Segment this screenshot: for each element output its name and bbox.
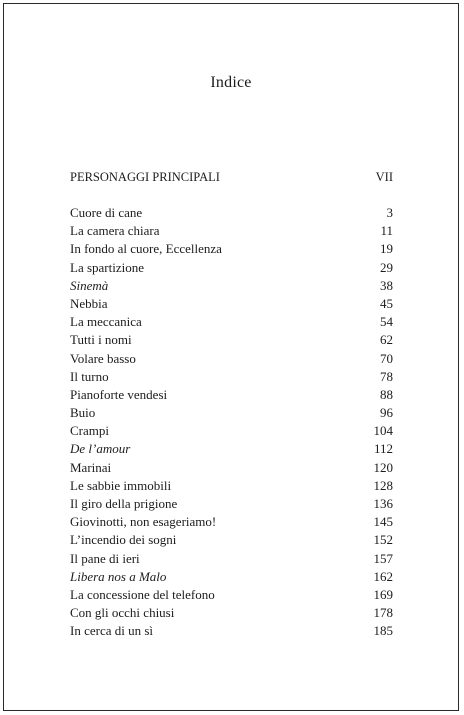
toc-entry-title: Marinai [70, 459, 112, 475]
toc-entry-title: Cuore di cane [70, 205, 143, 220]
toc-main-section [70, 169, 393, 185]
toc-entry [70, 204, 393, 222]
toc-entry-page: 96 [380, 405, 393, 421]
toc-entry-page: 54 [380, 314, 393, 330]
toc-entry [70, 477, 393, 495]
toc-entry [70, 404, 393, 422]
toc-entry-title: In cerca di un sì [70, 623, 154, 639]
toc-entry [70, 259, 393, 277]
toc-entry-page: 157 [373, 550, 393, 566]
toc-entry-title: Il giro della prigione [70, 496, 178, 511]
toc-entry-page: 112 [373, 441, 393, 457]
toc-entry-title: Buio [70, 405, 96, 421]
toc-entry [70, 586, 393, 604]
toc-entry-title: Con gli occhi chiusi [70, 605, 175, 621]
toc-entry [70, 313, 393, 331]
toc-entry-page: 45 [380, 295, 393, 311]
toc-entry-title: Il pane di ieri [70, 550, 140, 566]
toc-entry-title: La concessione del telefono [70, 586, 215, 602]
toc-entry-title: Nebbia [70, 295, 108, 311]
toc-entry-page: 38 [380, 277, 393, 293]
toc-entry [70, 513, 393, 531]
toc-entry-page: 145 [373, 514, 393, 530]
toc-entry-page: 178 [373, 605, 393, 621]
toc-entry-page: 78 [380, 368, 393, 384]
toc-entry [70, 568, 393, 586]
toc-entry-title: In fondo al cuore, Eccellenza [70, 241, 222, 257]
toc-entry-title: Tutti i nomi [70, 332, 132, 348]
toc-entry-page: 185 [373, 623, 393, 639]
toc-entry-title: Le sabbie immobili [70, 477, 172, 493]
toc-entry-title: Pianoforte vendesi [70, 386, 168, 402]
toc-entry [70, 368, 393, 386]
toc-entry-page: 128 [373, 477, 393, 493]
toc-entry-page: 29 [380, 259, 393, 275]
toc-entry-page: 104 [373, 423, 393, 439]
toc-entry-title: La spartizione [70, 259, 144, 275]
toc-entry [70, 495, 393, 513]
toc-entry [70, 550, 393, 568]
toc-entry-title: Crampi [70, 423, 109, 439]
toc-main-section-label: PERSONAGGI PRINCIPALI [70, 170, 220, 184]
toc-entry-page: 120 [373, 459, 393, 475]
toc-list [70, 204, 393, 641]
toc-main-section-page: VII [375, 170, 393, 184]
toc-entry-title: La camera chiara [70, 223, 160, 239]
toc-entry-page: 136 [373, 496, 393, 511]
toc-entry-page: 11 [380, 223, 393, 239]
toc-entry [70, 277, 393, 295]
book-page [3, 3, 459, 711]
toc-entry-page: 169 [373, 586, 393, 602]
toc-entry-title: Volare basso [70, 350, 136, 366]
toc-entry [70, 604, 393, 622]
toc-entry-page: 152 [373, 532, 393, 548]
toc-entry [70, 331, 393, 349]
toc-entry [70, 240, 393, 258]
toc-entry [70, 350, 393, 368]
toc-entry [70, 222, 393, 240]
toc-entry-page: 70 [380, 350, 393, 366]
toc-entry-title: Libera nos a Malo [70, 568, 167, 584]
toc-entry [70, 531, 393, 549]
toc-entry-page: 88 [380, 386, 393, 402]
toc-entry-title: L’incendio dei sogni [70, 532, 177, 548]
toc-entry [70, 622, 393, 640]
toc-entry-title: La meccanica [70, 314, 142, 330]
toc-entry-title: Sinemà [70, 277, 109, 293]
toc-entry [70, 440, 393, 458]
toc-entry-title: De l’amour [70, 441, 131, 457]
page-title: Indice [210, 74, 252, 91]
toc-entry-title: Giovinotti, non esageriamo! [70, 514, 217, 530]
toc-entry-page: 62 [380, 332, 393, 348]
toc-entry [70, 422, 393, 440]
toc-entry [70, 295, 393, 313]
toc-entry-title: Il turno [70, 368, 109, 384]
toc-entry-page: 3 [386, 205, 393, 220]
toc-entry [70, 386, 393, 404]
toc-entry-page: 19 [380, 241, 393, 257]
toc-entry-page: 162 [373, 568, 393, 584]
toc-entry [70, 459, 393, 477]
